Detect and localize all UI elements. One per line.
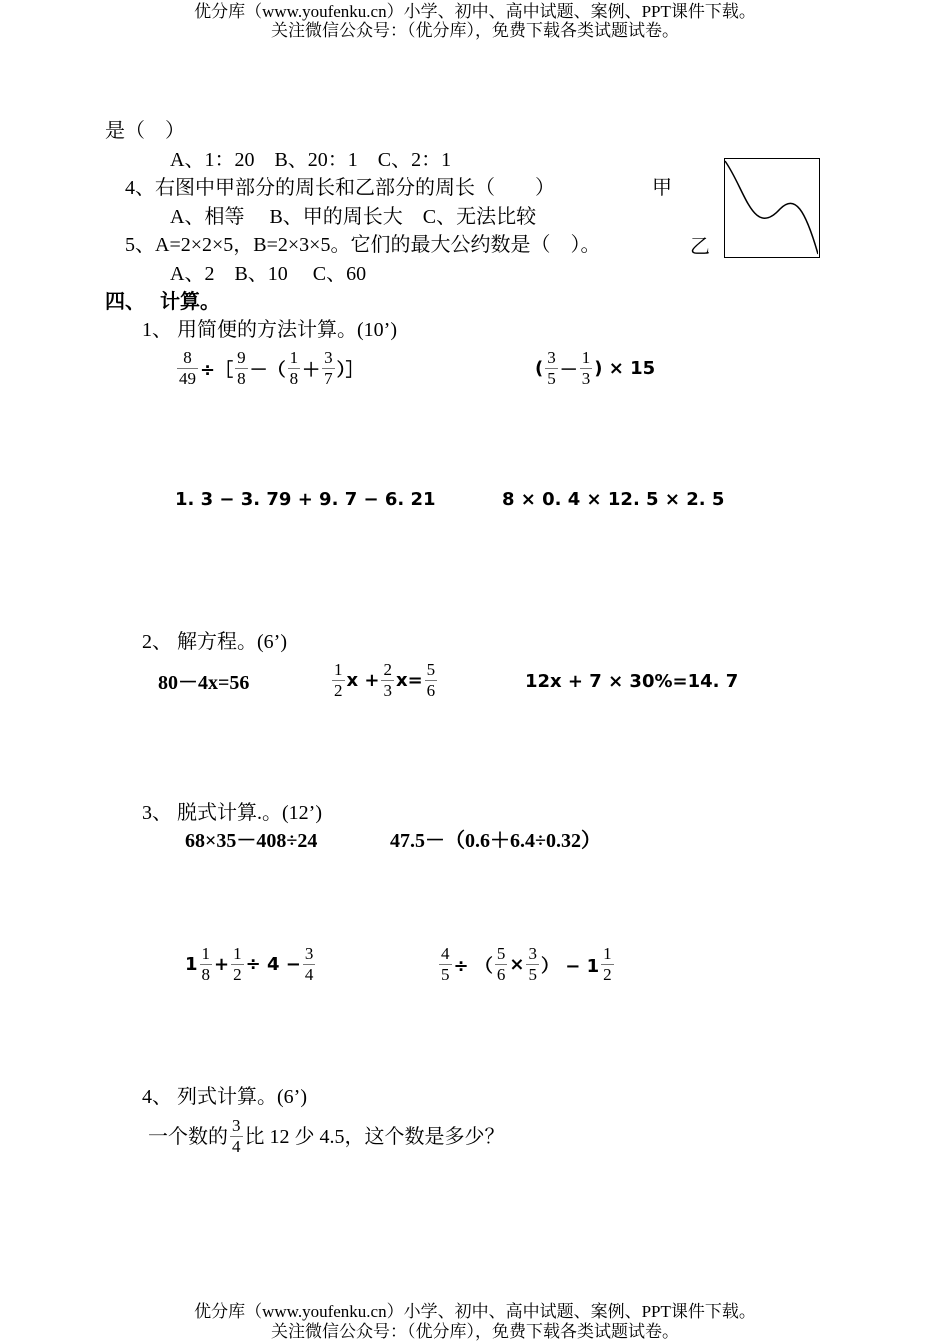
curve-divider-icon (725, 159, 818, 256)
operator: ) × 15 (594, 358, 656, 379)
p4-question (148, 1116, 505, 1157)
operator: × (509, 954, 525, 975)
operator: ÷ （ (453, 955, 493, 977)
p3-title: 3、 脱式计算.。(12’) (142, 802, 322, 824)
fraction: $\frac{3}{7}$ (324, 348, 333, 388)
fraction: $\frac{8}{49}$ (179, 348, 196, 388)
fraction: $\frac{5}{6}$ (496, 944, 506, 984)
operator: x + (346, 670, 380, 691)
operator: ）］ (336, 359, 364, 381)
q4-options: A、相等 B、甲的周长大 C、无法比较 (170, 206, 537, 228)
fraction: $\frac{1}{2}$ (334, 660, 343, 700)
q3-tail-text: 是（ ） (105, 120, 185, 142)
fraction: $\frac{1}{8}$ (289, 348, 299, 388)
q3-options: A、1：20 B、20：1 C、2：1 (170, 149, 452, 171)
q5-options: A、2 B、10 C、60 (170, 263, 367, 285)
header-line-2: 关注微信公众号：（优分库），免费下载各类试题试卷。 (271, 21, 679, 40)
p1-expr-4: 8 × 0. 4 × 12. 5 × 2. 5 (502, 489, 725, 510)
fraction: $\frac{3}{4}$ (232, 1116, 241, 1156)
fraction: $\frac{3}{4}$ (304, 944, 314, 984)
section-4-title: 四、 计算。 (105, 291, 220, 313)
operator: ÷［ (200, 359, 234, 381)
q5-text: 5、A=2×2×5，B=2×3×5。它们的最大公约数是（ ）。 (125, 234, 601, 256)
p1-expr-1 (175, 348, 364, 389)
fraction: $\frac{9}{8}$ (237, 348, 246, 388)
p3-expr-3 (185, 944, 317, 985)
question-text: 一个数的 (148, 1125, 228, 1148)
p3-expr-1: 68×35－408÷24 (185, 830, 318, 852)
header-line-1: 优分库（www.youfenku.cn）小学、初中、高中试题、案例、PPT课件下载。 (194, 2, 756, 21)
footer-line-1: 优分库（www.youfenku.cn）小学、初中、高中试题、案例、PPT课件下载。 (194, 1302, 756, 1321)
fraction: $\frac{2}{3}$ (383, 660, 392, 700)
p2-expr-1: 80－4x=56 (158, 672, 250, 694)
p3-expr-2: 47.5－（0.6＋6.4÷0.32） (390, 830, 601, 852)
fraction: $\frac{3}{5}$ (547, 348, 556, 388)
q4-text: 4、右图中甲部分的周长和乙部分的周长（ ） (125, 177, 555, 199)
fraction: $\frac{3}{5}$ (528, 944, 537, 984)
p2-expr-2 (330, 660, 439, 701)
fraction: $\frac{1}{2}$ (233, 944, 242, 984)
label-jia: 甲 (652, 177, 672, 199)
p1-title: 1、 用简便的方法计算。(10’) (142, 319, 397, 341)
p3-expr-4 (437, 944, 616, 985)
p1-expr-2 (535, 348, 655, 389)
label-yi: 乙 (690, 236, 710, 258)
operator: ） − 1 (540, 955, 600, 977)
operator: － (559, 359, 578, 381)
p2-title: 2、 解方程。(6’) (142, 631, 287, 653)
whole-number: 1 (185, 954, 198, 975)
fraction: $\frac{4}{5}$ (441, 944, 450, 984)
operator: + (214, 954, 230, 975)
question-text: 比 12 少 4.5，这个数是多少？ (244, 1125, 505, 1148)
fraction: $\frac{1}{8}$ (201, 944, 211, 984)
footer-line-2: 关注微信公众号：（优分库），免费下载各类试题试卷。 (271, 1322, 679, 1341)
p1-expr-3: 1. 3 − 3. 79 + 9. 7 − 6. 21 (175, 489, 436, 510)
operator: ( (535, 358, 544, 379)
operator: ÷ 4 − (245, 954, 301, 975)
fraction: $\frac{1}{2}$ (603, 944, 612, 984)
fraction: $\frac{1}{3}$ (581, 348, 591, 388)
operator: －（ (249, 359, 286, 381)
p4-title: 4、 列式计算。(6’) (142, 1086, 307, 1108)
operator: x= (395, 670, 423, 691)
fraction: $\frac{5}{6}$ (426, 660, 436, 700)
p2-expr-3: 12x + 7 × 30%=14. 7 (525, 671, 739, 692)
operator: ＋ (302, 359, 321, 381)
perimeter-figure (724, 158, 820, 258)
